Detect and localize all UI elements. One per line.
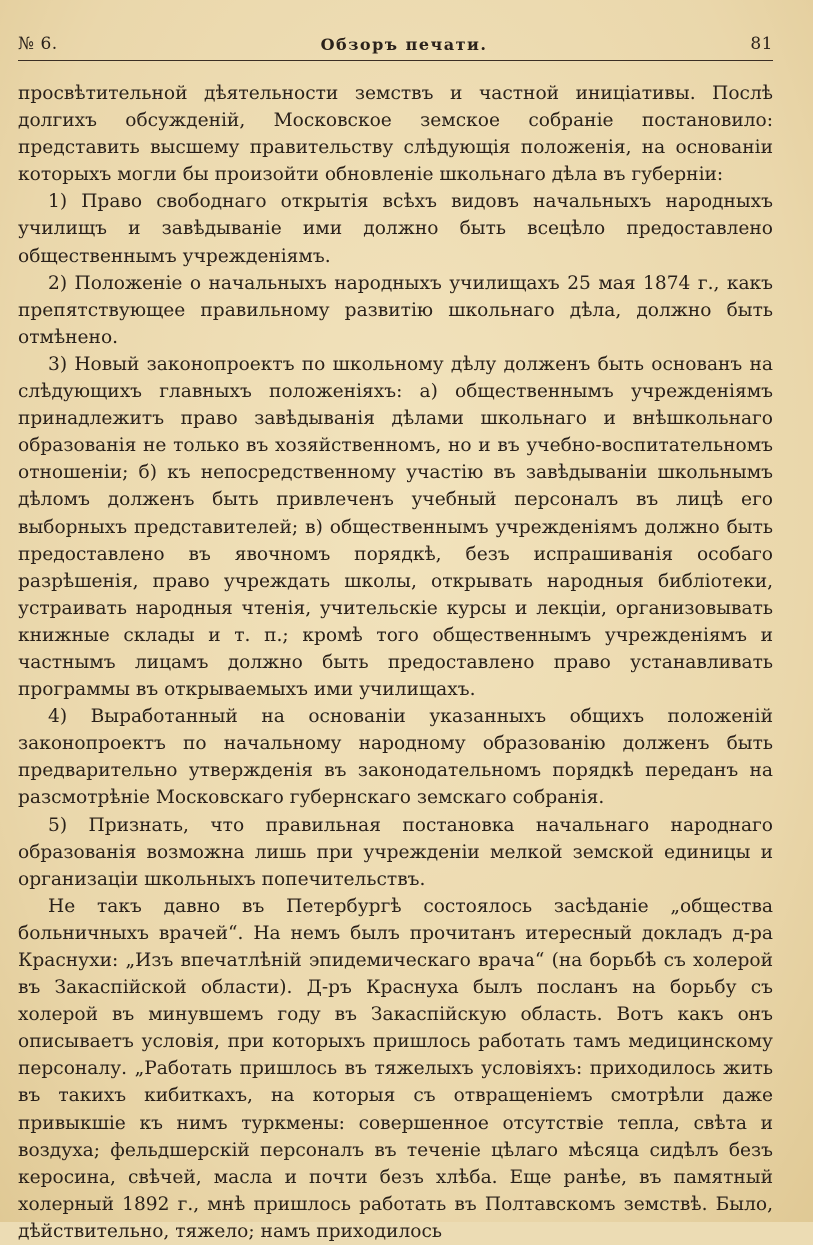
paragraph-item-4: 4) Выработанный на основаніи указанныхъ общихъ положеній законопроектъ по начальному народному образованію долженъ быть предварительно утвержденія въ законодательномъ порядкѣ переданъ на разсмотрѣніе Московскаго губернскаго земскаго собранія. <box>18 706 773 809</box>
paragraph-item-2: 2) Положеніе о начальныхъ народныхъ училищахъ 25 мая 1874 г., какъ препятствующее правильному развитію школьнаго дѣла, должно быть отмѣнено. <box>18 272 773 348</box>
section-title: Обзоръ печати. <box>320 35 488 54</box>
paragraph-report: Не такъ давно въ Петербургѣ состоялось засѣданіе „общества больничныхъ врачей“. На немъ былъ прочитанъ итересный докладъ д-ра Краснухи: „Изъ впечатлѣній эпидемическаго врача“ (на борьбѣ съ холерой въ Закаспійской области). Д-ръ Краснуха былъ посланъ на борьбу съ холерой въ минувшемъ году въ Закаспійскую область. Вотъ какъ онъ описываетъ условія, при которыхъ пришлось работать тамъ медицинскому персоналу. „Работать пришлось въ тяжелыхъ условіяхъ: приходилось жить въ такихъ кибиткахъ, на которыя съ отвращеніемъ смотрѣли даже привыкшіе къ нимъ туркмены: совершенное отсутствіе тепла, свѣта и воздуха; фельдшерскій персоналъ въ теченіе цѣлаго мѣсяца сидѣлъ безъ керосина, свѣчей, масла и почти безъ хлѣба. Еще ранѣе, въ памятный холерный 1892 г., мнѣ пришлось работать въ Полтавскомъ земствѣ. Было, дѣйствительно, тяжело; намъ приходилось <box>18 895 773 1242</box>
paragraph-item-5: 5) Признать, что правильная постановка начальнаго народнаго образованія возможна лишь при учрежденіи мелкой земской единицы и организаціи школьныхъ попечительствъ. <box>18 814 773 890</box>
body-text <box>18 80 773 1245</box>
page-number: 81 <box>750 34 773 54</box>
paragraph-item-3: 3) Новый законопроектъ по школьному дѣлу долженъ быть основанъ на слѣдующихъ главныхъ положеніяхъ: а) общественнымъ учрежденіямъ принадлежитъ право завѣдыванія дѣлами школьнаго и внѣшкольнаго образованія не только въ хозяйственномъ, но и въ учебно-воспитательномъ отношеніи; б) къ непосредственному участію въ завѣдываніи школьнымъ дѣломъ долженъ быть привлеченъ учебный персоналъ въ лицѣ его выборныхъ представителей; в) общественнымъ учрежденіямъ должно быть предоставлено въ явочномъ порядкѣ, безъ испрашиванія особаго разрѣшенія, право учреждать школы, открывать народныя библіотеки, устраивать народныя чтенія, учительскіе курсы и лекціи, организовывать книжные склады и т. п.; кромѣ того общественнымъ учрежденіямъ и частнымъ лицамъ должно быть предоставлено право устанавливать программы въ открываемыхъ ими училищахъ. <box>18 353 773 701</box>
paragraph-item-1: 1) Право свободнаго открытія всѣхъ видовъ начальныхъ народныхъ училищъ и завѣдываніе ими должно быть всецѣло предоставлено общественнымъ учрежденіямъ. <box>18 191 773 267</box>
issue-number: № 6. <box>18 34 58 54</box>
running-header <box>18 26 773 61</box>
paragraph-continuation: просвѣтительной дѣятельности земствъ и частной иниціативы. Послѣ долгихъ обсужденій, Московское земское собраніе постановило: представить высшему правительству слѣдующія положенія, на основаніи которыхъ могли бы произойти обновленіе школьнаго дѣла въ губерніи: <box>18 83 773 186</box>
